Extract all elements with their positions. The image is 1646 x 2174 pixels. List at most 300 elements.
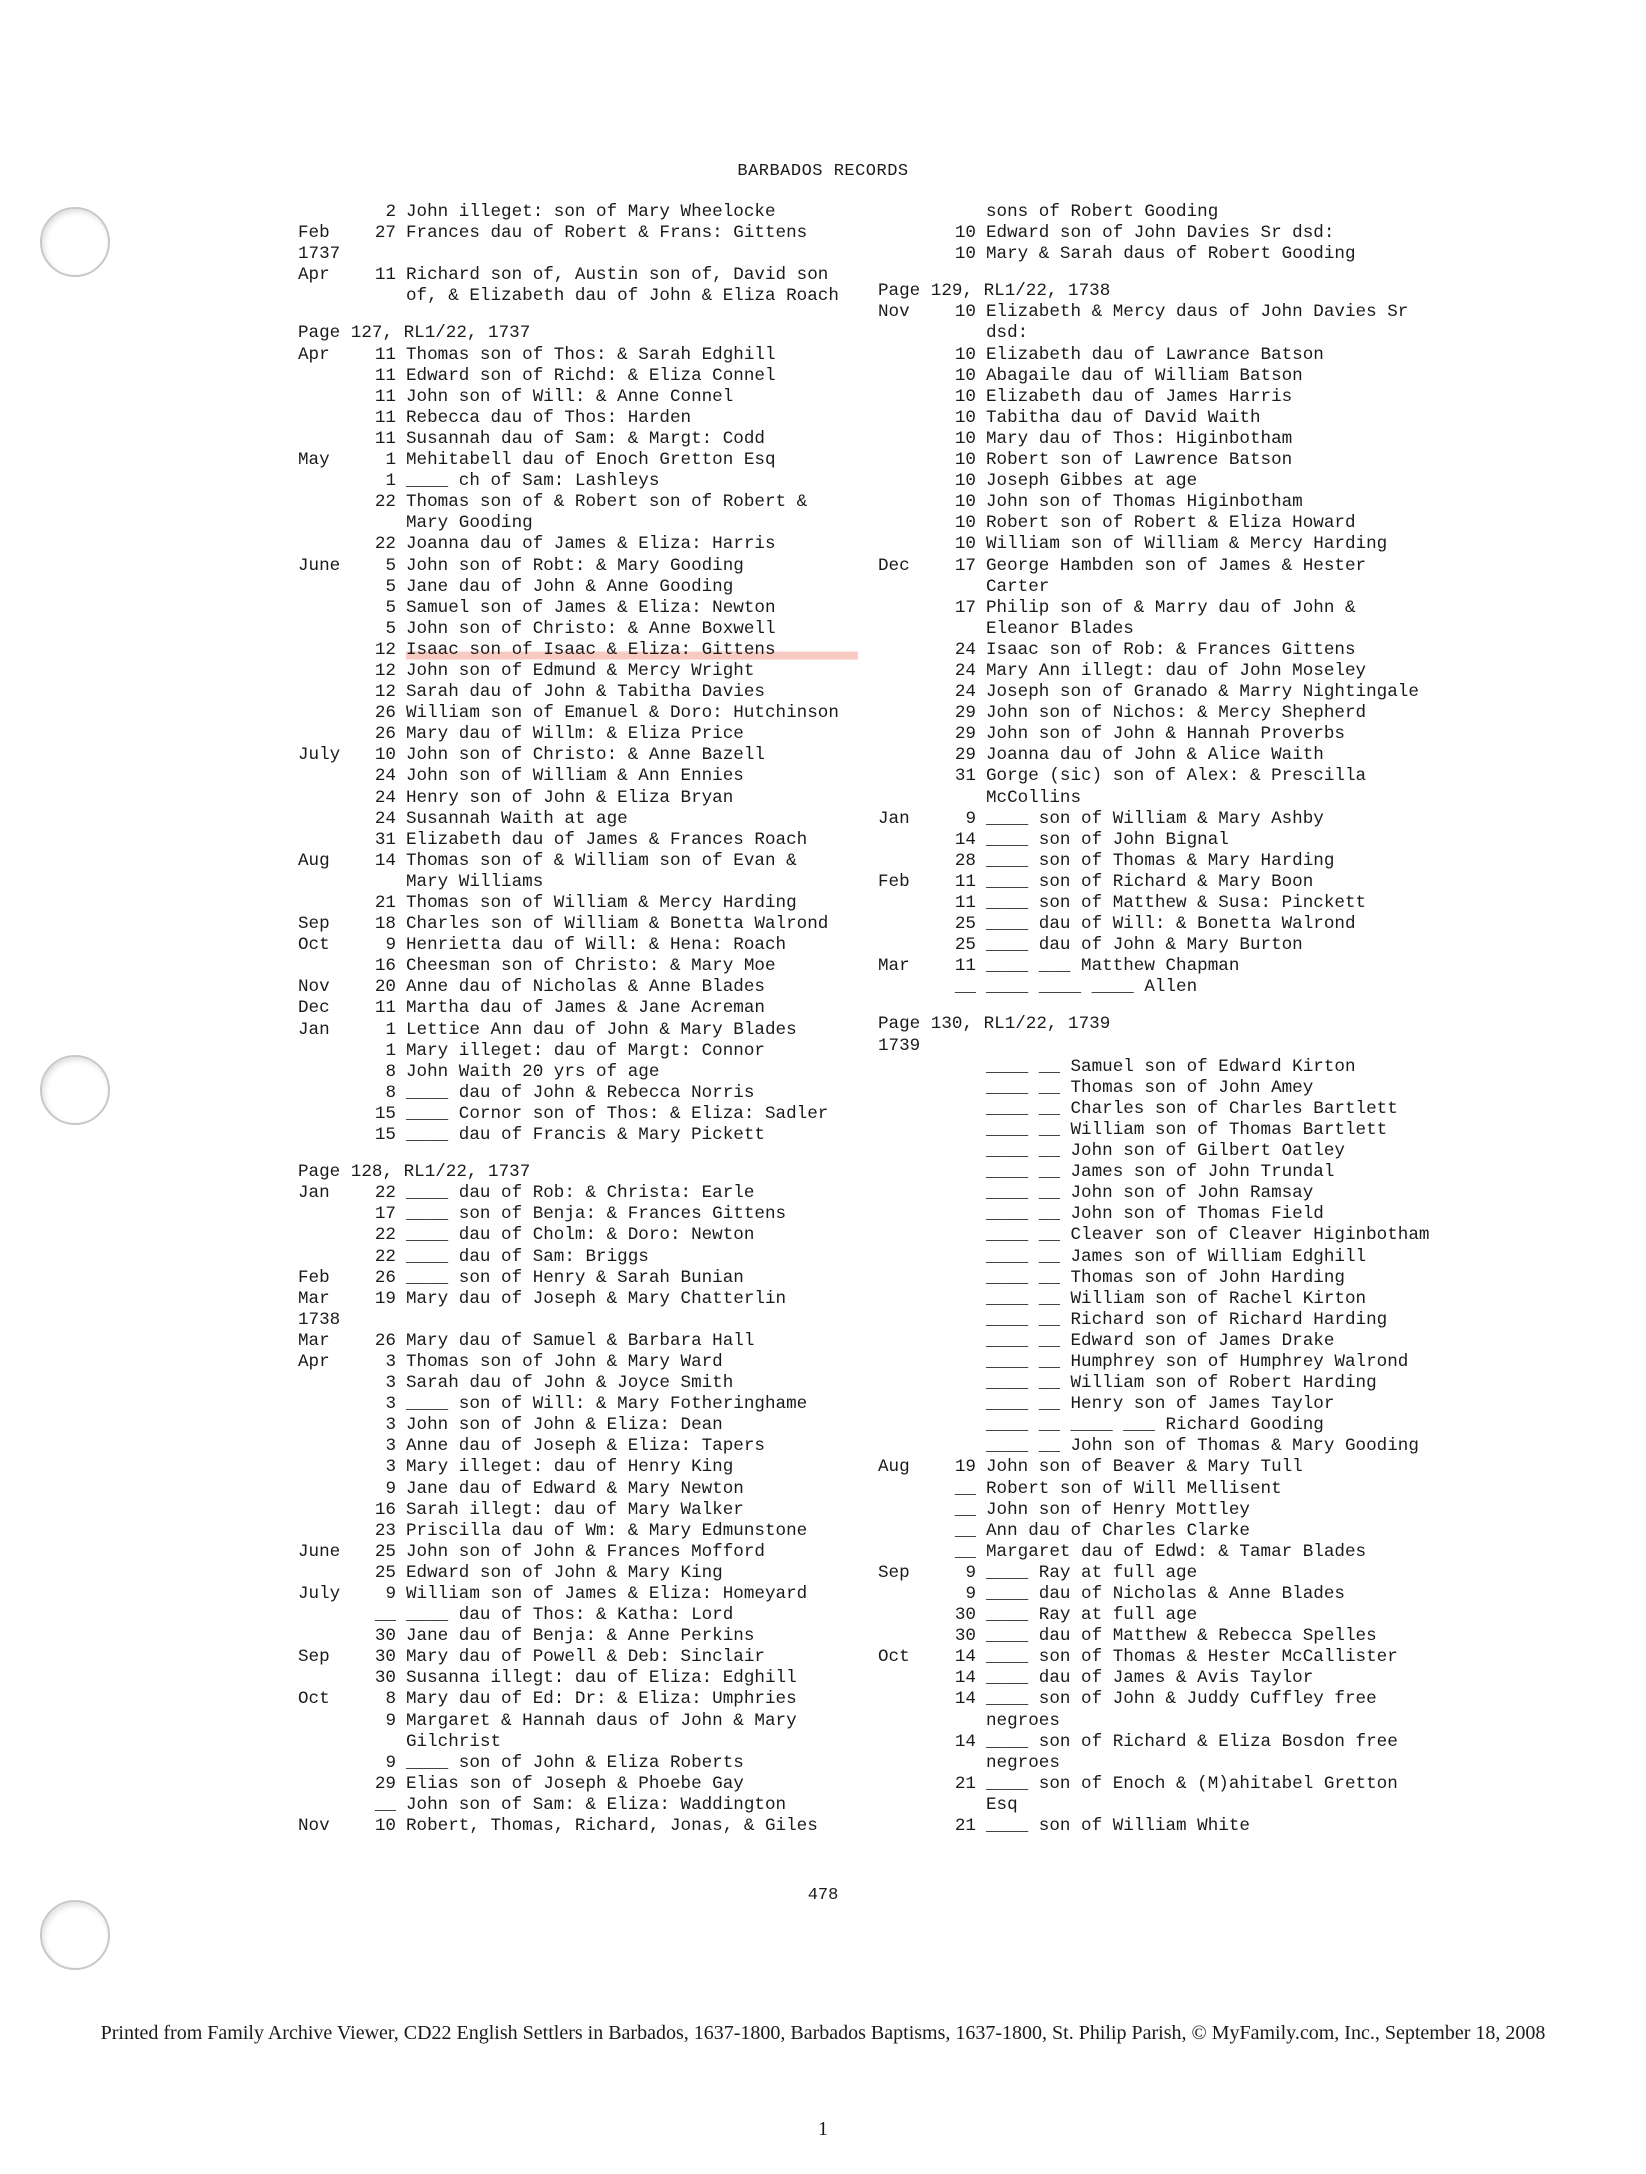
record-line (298, 492, 858, 513)
record-line (878, 766, 1438, 787)
record-text: ____ son of John Bignal (986, 829, 1229, 850)
record-text: ____ son of Henry & Sarah Bunian (406, 1267, 744, 1288)
record-month: June (298, 555, 341, 576)
record-line (878, 1479, 1438, 1500)
record-text: Tabitha dau of David Waith (986, 407, 1261, 428)
record-line (298, 914, 858, 935)
record-month: 1739 (878, 1035, 921, 1056)
record-day: 1 (385, 1019, 396, 1040)
record-line (298, 1125, 858, 1146)
record-day (936, 1099, 986, 1120)
punch-hole-middle (40, 1055, 110, 1125)
record-line (878, 1225, 1438, 1246)
record-line (878, 977, 1438, 998)
record-day (936, 1204, 986, 1225)
record-text: sons of Robert Gooding (986, 202, 1219, 222)
record-text: William son of William & Mercy Harding (986, 534, 1388, 555)
record-month: Nov (298, 1816, 330, 1837)
record-line (298, 1774, 858, 1795)
record-day: 10 (954, 244, 976, 265)
record-month: 1737 (298, 244, 341, 265)
record-day: 26 (374, 1330, 396, 1351)
record-month: Jan (298, 1183, 330, 1204)
record-month: Jan (878, 808, 910, 829)
record-text (406, 1310, 858, 1331)
record-line (878, 1204, 1438, 1225)
record-month (878, 223, 936, 244)
record-day: 11 (374, 998, 396, 1019)
record-month: Sep (878, 1562, 910, 1583)
record-line (878, 1120, 1438, 1141)
record-line (298, 1331, 858, 1352)
record-day: 25 (954, 935, 976, 956)
record-day: 30 (954, 1626, 976, 1647)
record-line (298, 1711, 858, 1732)
record-day: 22 (374, 534, 396, 555)
record-day: 10 (954, 428, 976, 449)
record-month (878, 1753, 936, 1774)
record-text: ____ __ Samuel son of Edward Kirton (986, 1056, 1356, 1077)
record-day (936, 788, 986, 809)
record-text: ____ ch of Sam: Lashleys (406, 471, 660, 492)
record-text: Elizabeth dau of James & Frances Roach (406, 829, 808, 850)
record-day (936, 1795, 986, 1816)
record-month: Aug (878, 1457, 910, 1478)
record-line (878, 640, 1438, 661)
record-text: Charles son of William & Bonetta Walrond (406, 914, 829, 935)
record-text: ____ Ray at full age (986, 1605, 1198, 1626)
record-day: 17 (374, 1204, 396, 1225)
record-day: 10 (954, 223, 976, 244)
record-month (878, 1352, 936, 1373)
record-month (298, 202, 356, 223)
record-line (878, 556, 1438, 577)
record-day: 22 (374, 1183, 396, 1204)
record-line (878, 1289, 1438, 1310)
record-line (298, 872, 858, 893)
record-day (936, 1057, 986, 1078)
record-line (878, 598, 1438, 619)
record-text: Mary illeget: dau of Henry King (406, 1457, 734, 1478)
record-day: 22 (374, 492, 396, 513)
record-text: ____ dau of Nicholas & Anne Blades (986, 1584, 1345, 1604)
record-day: 10 (954, 450, 976, 471)
record-month (878, 1141, 936, 1162)
record-line (298, 788, 858, 809)
record-month (298, 429, 356, 450)
record-day: 14 (954, 1668, 976, 1689)
record-line (878, 387, 1438, 408)
record-line (298, 956, 858, 977)
record-day: 30 (374, 1626, 396, 1647)
punch-hole-top (40, 207, 110, 277)
record-month (878, 598, 936, 619)
record-month (878, 1732, 936, 1753)
record-text: Sarah illegt: dau of Mary Walker (406, 1499, 744, 1520)
record-month (298, 724, 356, 745)
record-month (878, 513, 936, 534)
record-month (298, 471, 356, 492)
record-month (878, 1605, 936, 1626)
record-text: Anne dau of Joseph & Eliza: Tapers (406, 1436, 765, 1457)
record-day: 29 (954, 745, 976, 766)
record-line (878, 513, 1438, 534)
record-day: 22 (374, 1246, 396, 1267)
record-day: 8 (385, 1061, 396, 1082)
record-text: ____ son of John & Juddy Cuffley free (986, 1689, 1377, 1710)
left-column (298, 202, 858, 1837)
record-month: Apr (298, 1351, 330, 1372)
record-text: Gorge (sic) son of Alex: & Prescilla (986, 766, 1367, 787)
record-line (878, 1774, 1438, 1795)
record-month: Mar (298, 1288, 330, 1309)
record-month (298, 1563, 356, 1584)
record-day: 9 (385, 1478, 396, 1499)
record-line (298, 1225, 858, 1246)
record-day: 26 (374, 1267, 396, 1288)
record-month (878, 1521, 936, 1542)
record-month (298, 830, 356, 851)
record-text: Robert, Thomas, Richard, Jonas, & Giles (406, 1816, 818, 1837)
record-month (298, 1605, 356, 1626)
record-month (298, 1436, 356, 1457)
record-month (878, 1225, 936, 1246)
record-line (878, 1647, 1438, 1668)
record-line (878, 1521, 1438, 1542)
record-text: ____ __ John son of Gilbert Oatley (986, 1141, 1345, 1162)
record-line (878, 408, 1438, 429)
record-line (878, 492, 1438, 513)
record-day: 12 (374, 639, 396, 660)
record-day: 10 (954, 365, 976, 386)
record-month (298, 1394, 356, 1415)
record-month: June (298, 1541, 341, 1562)
record-text: Ann dau of Charles Clarke (986, 1520, 1250, 1541)
record-line (298, 703, 858, 724)
record-line (298, 1626, 858, 1647)
record-day (356, 872, 406, 893)
record-day: 9 (965, 1584, 976, 1604)
record-line (878, 1352, 1438, 1373)
record-month (878, 977, 936, 998)
record-line (298, 1041, 858, 1062)
record-month (298, 872, 356, 893)
record-day: 9 (385, 1710, 396, 1731)
section-heading-text: Page 128, RL1/22, 1737 (298, 1162, 531, 1183)
record-text: Lettice Ann dau of John & Mary Blades (406, 1019, 797, 1040)
record-text: Elizabeth & Mercy daus of John Davies Sr (986, 302, 1409, 323)
record-month (878, 682, 936, 703)
record-month (298, 1479, 356, 1500)
record-day (936, 323, 986, 344)
record-day: 11 (954, 871, 976, 892)
record-month: Sep (298, 914, 330, 935)
record-text: ____ __ Thomas son of John Amey (986, 1077, 1314, 1098)
record-day: __ (954, 977, 976, 998)
record-day: 3 (385, 1351, 396, 1372)
record-day (936, 619, 986, 640)
record-line (878, 1099, 1438, 1120)
record-day (936, 1141, 986, 1162)
record-line (878, 872, 1438, 893)
record-day (936, 1331, 986, 1352)
record-line (298, 1542, 858, 1563)
record-line (298, 1415, 858, 1436)
record-line (298, 830, 858, 851)
record-month (878, 830, 936, 851)
record-line (298, 1457, 858, 1478)
record-line (878, 1310, 1438, 1331)
record-line (878, 1542, 1438, 1563)
record-month (298, 1125, 356, 1146)
record-line (878, 577, 1438, 598)
record-day: 24 (954, 660, 976, 681)
record-month (878, 408, 936, 429)
record-day: __ (954, 1541, 976, 1562)
record-line (878, 534, 1438, 555)
record-day: 10 (954, 534, 976, 555)
page-number: 478 (807, 1886, 839, 1905)
record-text: ____ ___ Matthew Chapman (986, 956, 1240, 977)
record-line (298, 1204, 858, 1225)
record-text: Thomas son of John & Mary Ward (406, 1351, 723, 1372)
record-text: ____ dau of John & Mary Burton (986, 935, 1303, 956)
record-line (878, 223, 1438, 244)
record-month (878, 429, 936, 450)
record-month (298, 1521, 356, 1542)
record-month (298, 1083, 356, 1104)
record-day: 31 (374, 829, 396, 850)
record-line (878, 1331, 1438, 1352)
record-line (298, 471, 858, 492)
record-month (878, 1394, 936, 1415)
record-day: 3 (385, 1436, 396, 1457)
record-month (878, 745, 936, 766)
record-month (298, 1668, 356, 1689)
record-text: George Hambden son of James & Hester (986, 555, 1367, 576)
record-month (878, 1500, 936, 1521)
record-day (936, 1120, 986, 1141)
record-text: negroes (986, 1752, 1060, 1773)
record-month (298, 1204, 356, 1225)
record-day: 15 (374, 1103, 396, 1124)
record-text: McCollins (986, 787, 1082, 808)
record-month (298, 534, 356, 555)
record-day (936, 1268, 986, 1289)
record-text: Isaac son of Isaac & Eliza: Gittens (406, 640, 858, 661)
record-line (298, 366, 858, 387)
record-line (878, 1584, 1438, 1605)
record-text: ____ ____ ____ Allen (986, 977, 1198, 998)
record-day (936, 1753, 986, 1774)
record-text: ____ __ John son of Thomas Field (986, 1204, 1324, 1225)
record-text: Mary Gooding (406, 513, 533, 534)
record-month (878, 492, 936, 513)
record-month (878, 202, 936, 223)
record-line (878, 202, 1438, 223)
record-month (298, 661, 356, 682)
record-day: 28 (954, 850, 976, 871)
record-text: Edward son of Richd: & Eliza Connel (406, 365, 776, 386)
record-text: Edward son of John Davies Sr dsd: (986, 223, 1335, 244)
record-month (878, 1711, 936, 1732)
record-day (936, 1036, 986, 1057)
record-line (298, 745, 858, 766)
record-month: Feb (878, 871, 910, 892)
record-text: Henrietta dau of Will: & Hena: Roach (406, 935, 787, 956)
page-title: BARBADOS RECORDS (737, 162, 909, 181)
record-text: ____ son of William & Mary Ashby (986, 808, 1324, 829)
record-month (878, 1099, 936, 1120)
record-line (878, 851, 1438, 872)
record-line (878, 1753, 1438, 1774)
record-text: John son of Robt: & Mary Gooding (406, 555, 744, 576)
record-day: 21 (954, 1773, 976, 1794)
record-line (298, 1352, 858, 1373)
record-line (878, 1795, 1438, 1816)
record-day: __ (374, 1794, 396, 1815)
record-line (878, 1816, 1438, 1837)
record-text: ____ son of Will: & Mary Fotheringhame (406, 1394, 808, 1415)
record-line (878, 450, 1438, 471)
record-day (936, 1711, 986, 1732)
record-day: 3 (385, 1373, 396, 1394)
record-day: 25 (954, 914, 976, 935)
section-heading-text: Page 129, RL1/22, 1738 (878, 281, 1111, 302)
record-line (298, 1647, 858, 1668)
record-month: Nov (298, 977, 330, 998)
record-line (878, 1732, 1438, 1753)
record-day: 8 (385, 1082, 396, 1103)
record-line (298, 998, 858, 1019)
record-day: 5 (385, 597, 396, 618)
record-line (878, 323, 1438, 344)
record-day: 26 (374, 703, 396, 724)
record-day: 19 (954, 1457, 976, 1478)
record-day (936, 1078, 986, 1099)
record-line (298, 265, 858, 286)
record-line (298, 1268, 858, 1289)
record-text: Jane dau of Benja: & Anne Perkins (406, 1626, 755, 1647)
record-line (298, 851, 858, 872)
record-text: Edward son of John & Mary King (406, 1562, 723, 1583)
record-day: 11 (374, 386, 396, 407)
record-month: July (298, 745, 341, 766)
record-month: Oct (298, 1689, 330, 1710)
record-day: 9 (385, 1752, 396, 1773)
record-day (936, 1373, 986, 1394)
record-line (878, 471, 1438, 492)
record-month (298, 513, 356, 534)
record-line (298, 640, 858, 661)
record-text: Rebecca dau of Thos: Harden (406, 407, 692, 428)
record-day: __ (374, 1605, 396, 1626)
record-line (878, 1605, 1438, 1626)
record-line (878, 893, 1438, 914)
record-text: Thomas son of William & Mercy Harding (406, 893, 797, 913)
record-text: John son of Christo: & Anne Bazell (406, 745, 765, 766)
record-line (298, 286, 858, 307)
record-day: 16 (374, 956, 396, 977)
record-day (936, 1415, 986, 1436)
record-day: 5 (385, 576, 396, 597)
record-day (936, 202, 986, 223)
record-line (878, 429, 1438, 450)
record-text: Jane dau of John & Anne Gooding (406, 576, 734, 597)
record-line (878, 1141, 1438, 1162)
record-month (298, 809, 356, 830)
record-month (878, 244, 936, 265)
record-text: John Waith 20 yrs of age (406, 1061, 660, 1082)
record-month (878, 1204, 936, 1225)
record-text: Thomas son of & Robert son of Robert & (406, 492, 808, 513)
record-day (936, 577, 986, 598)
record-month (298, 619, 356, 640)
section-heading (878, 281, 1438, 302)
right-column (878, 202, 1438, 1837)
record-text: Samuel son of James & Eliza: Newton (406, 597, 776, 618)
record-day: 2 (385, 202, 396, 222)
record-month (878, 703, 936, 724)
record-line (878, 619, 1438, 640)
record-day: 27 (374, 223, 396, 244)
record-month (298, 1225, 356, 1246)
record-month (298, 1041, 356, 1062)
record-month (878, 1289, 936, 1310)
record-month (878, 366, 936, 387)
record-line (298, 619, 858, 640)
record-month (878, 1774, 936, 1795)
record-text: ____ __ Henry son of James Taylor (986, 1394, 1335, 1415)
record-month (878, 1310, 936, 1331)
record-text: John illeget: son of Mary Wheelocke (406, 202, 776, 222)
record-line (878, 745, 1438, 766)
record-line (298, 244, 858, 265)
record-day (936, 1436, 986, 1457)
record-month (878, 893, 936, 914)
record-line (298, 1104, 858, 1125)
record-day (356, 286, 406, 307)
record-day: 24 (374, 808, 396, 829)
record-line (298, 556, 858, 577)
record-line (878, 1436, 1438, 1457)
record-day: 1 (385, 1040, 396, 1061)
record-day: 14 (954, 1647, 976, 1668)
record-text: Susannah Waith at age (406, 808, 628, 829)
record-day: 8 (385, 1689, 396, 1710)
record-day: 9 (385, 1584, 396, 1604)
record-day (936, 1394, 986, 1415)
section-heading-text: Page 130, RL1/22, 1739 (878, 1014, 1111, 1035)
record-month (298, 1457, 356, 1478)
record-line (878, 1457, 1438, 1478)
record-line (878, 1394, 1438, 1415)
record-day: 17 (954, 597, 976, 618)
punch-hole-bottom (40, 1900, 110, 1970)
record-text (406, 244, 858, 265)
record-line (878, 1268, 1438, 1289)
record-day: 25 (374, 1541, 396, 1562)
record-line (298, 977, 858, 998)
record-line (298, 809, 858, 830)
record-text: ____ son of Thomas & Hester McCallister (986, 1647, 1398, 1668)
record-line (878, 1183, 1438, 1204)
record-month (298, 408, 356, 429)
record-month (298, 766, 356, 787)
record-month (298, 788, 356, 809)
record-line (298, 387, 858, 408)
record-month (878, 323, 936, 344)
